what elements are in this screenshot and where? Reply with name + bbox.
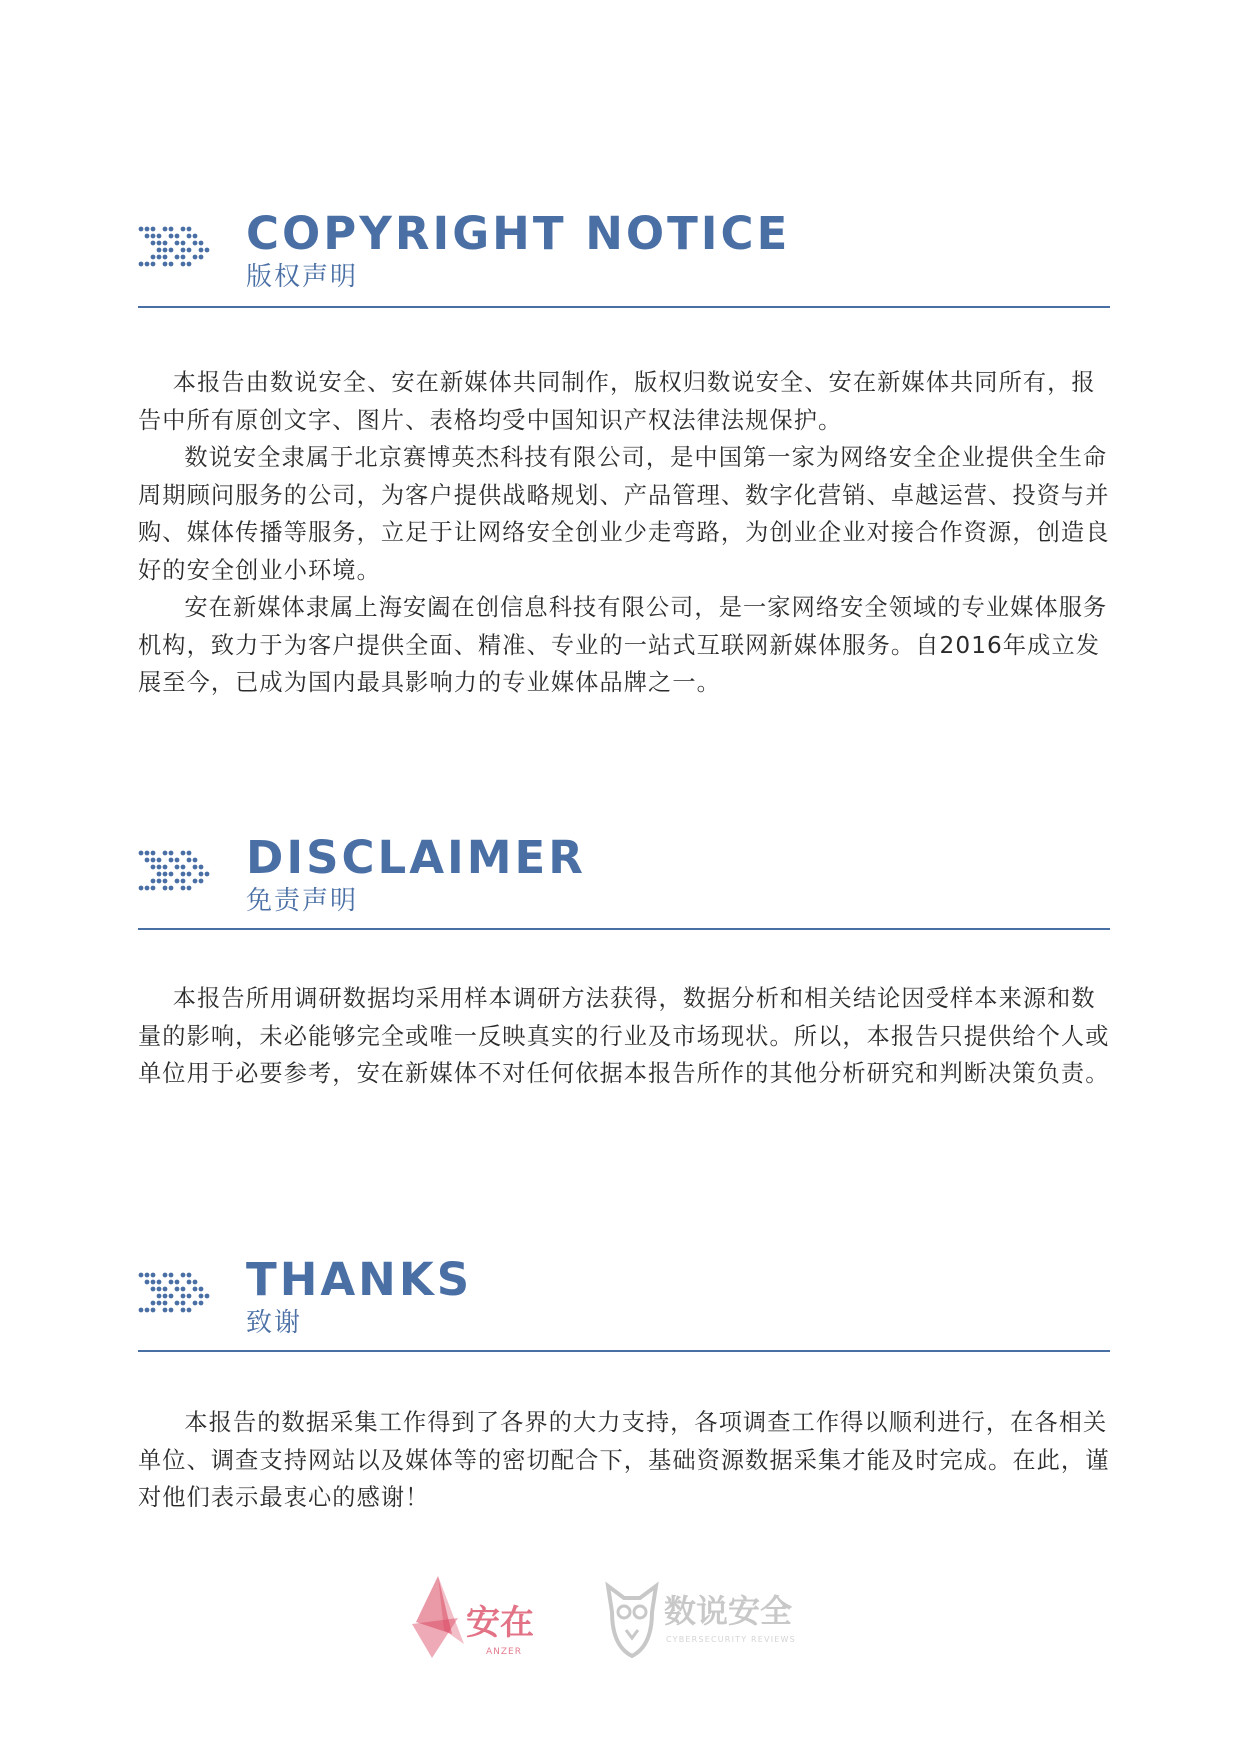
- thanks-title-cn: 致谢: [246, 1308, 303, 1338]
- disclaimer-title-en: DISCLAIMER: [246, 831, 586, 884]
- copyright-paragraph-2: 数说安全隶属于北京赛博英杰科技有限公司，是中国第一家为网络安全企业提供全生命周期顾问服务的公司，为客户提供战略规划、产品管理、数字化营销、卓越运营、投资与并购、媒体传播等服务，立足于让网络安全创业少走弯路，为创业企业对接合作资源，创造良好的安全创业小环境。: [138, 444, 1110, 584]
- chevrons-icon: [138, 226, 210, 268]
- disclaimer-section: [138, 830, 1110, 1087]
- chevrons-icon: [138, 1272, 210, 1314]
- thanks-section: [138, 1252, 1110, 1511]
- copyright-title-cn: 版权声明: [246, 262, 359, 292]
- disclaimer-header: [138, 830, 1110, 926]
- copyright-section: [138, 206, 1110, 696]
- thanks-body: [138, 1404, 1110, 1517]
- footer-logos: [400, 1572, 840, 1672]
- copyright-header: [138, 206, 1110, 302]
- disclaimer-title-cn: 免责声明: [246, 886, 359, 916]
- anzer-logo-subtext: ANZER: [486, 1647, 522, 1657]
- shuoshuo-logo-text: 数说安全: [664, 1592, 793, 1630]
- copyright-paragraph-3: 安在新媒体隶属上海安阖在创信息科技有限公司，是一家网络安全领域的专业媒体服务机构，致力于为客户提供全面、精准、专业的一站式互联网新媒体服务。自2016年成立发展至今，已成为国内最具影响力的专业媒体品牌之一。: [138, 594, 1108, 696]
- copyright-divider: [138, 306, 1110, 308]
- thanks-title-en: THANKS: [246, 1253, 473, 1306]
- shuoshuo-logo: [600, 1572, 840, 1664]
- copyright-body: [138, 364, 1110, 702]
- anzer-logo: [408, 1572, 548, 1664]
- thanks-paragraph-1: 本报告的数据采集工作得到了各界的大力支持，各项调查工作得以顺利进行，在各相关单位、调查支持网站以及媒体等的密切配合下，基础资源数据采集才能及时完成。在此，谨对他们表示最衷心的感谢！: [138, 1409, 1110, 1511]
- thanks-header: [138, 1252, 1110, 1348]
- anzer-logo-text: 安在: [466, 1603, 534, 1643]
- chevrons-icon: [138, 850, 210, 892]
- thanks-divider: [138, 1350, 1110, 1352]
- shuoshuo-logo-subtext: CYBERSECURITY REVIEWS: [666, 1635, 796, 1644]
- disclaimer-body: [138, 980, 1110, 1093]
- disclaimer-divider: [138, 928, 1110, 930]
- copyright-paragraph-1: 本报告由数说安全、安在新媒体共同制作，版权归数说安全、安在新媒体共同所有，报告中所有原创文字、图片、表格均受中国知识产权法律法规保护。: [138, 369, 1096, 434]
- copyright-title-en: COPYRIGHT NOTICE: [246, 207, 791, 260]
- disclaimer-paragraph-1: 本报告所用调研数据均采用样本调研方法获得，数据分析和相关结论因受样本来源和数量的影响，未必能够完全或唯一反映真实的行业及市场现状。所以，本报告只提供给个人或单位用于必要参考，安在新媒体不对任何依据本报告所作的其他分析研究和判断决策负责。: [138, 985, 1110, 1087]
